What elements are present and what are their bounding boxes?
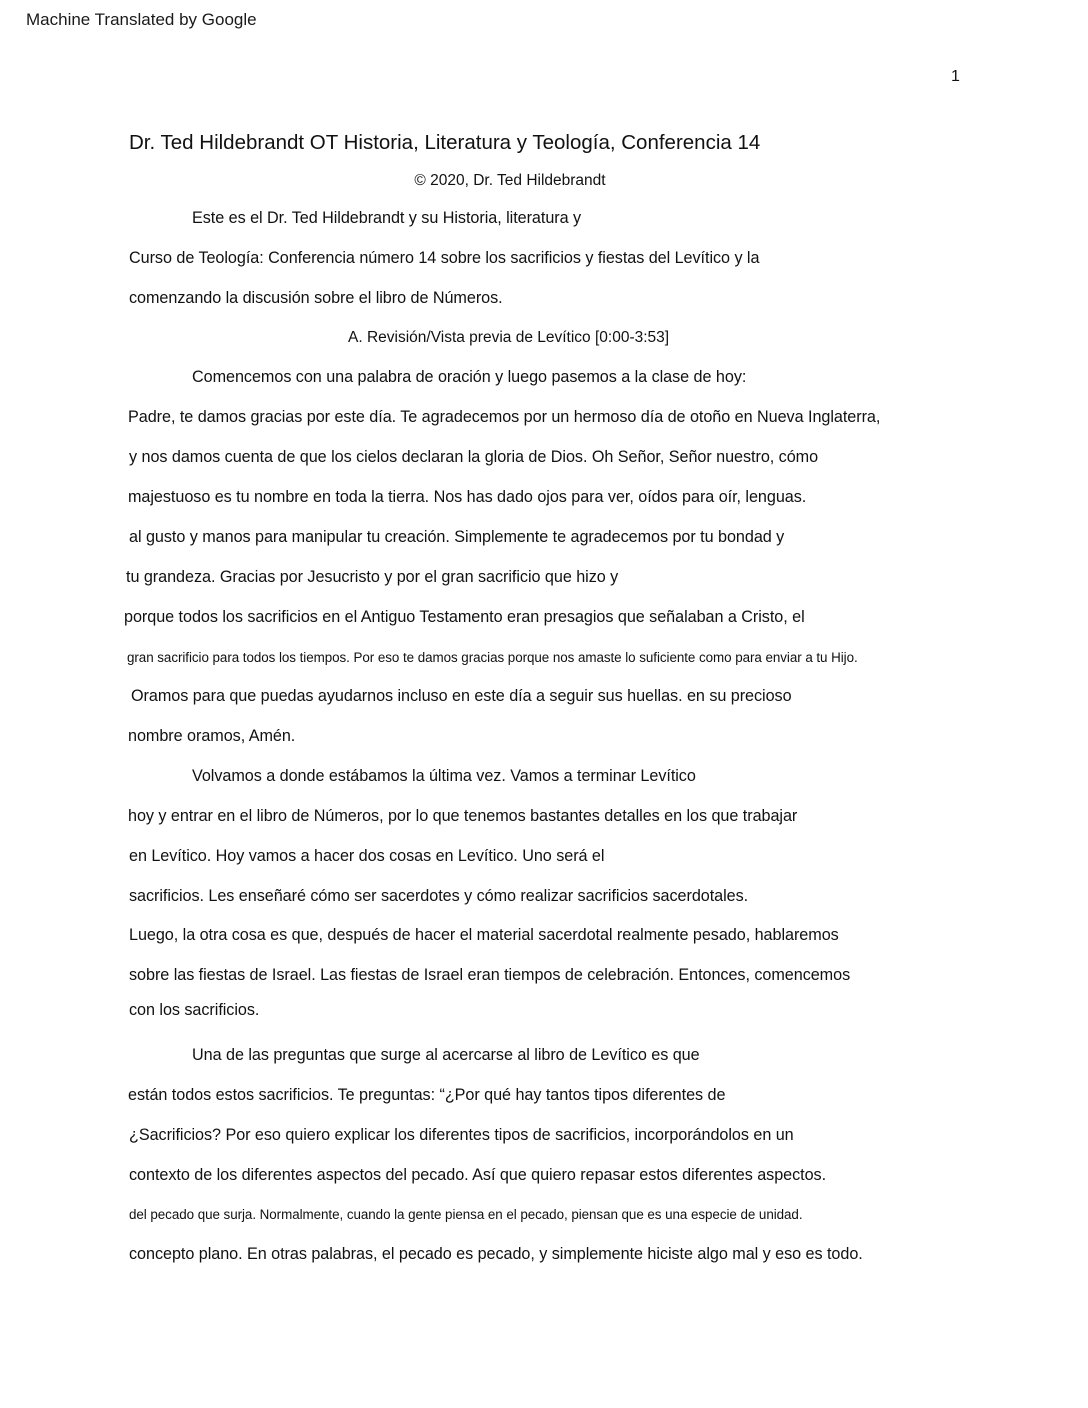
text-line: Este es el Dr. Ted Hildebrandt y su Historia, literatura y [192,209,582,227]
document-title: Dr. Ted Hildebrandt OT Historia, Literatura y Teología, Conferencia 14 [129,131,761,154]
text-line: al gusto y manos para manipular tu creación. Simplemente te agradecemos por tu bondad y [129,528,785,546]
text-line: y nos damos cuenta de que los cielos declaran la gloria de Dios. Oh Señor, Señor nuestro, cómo [129,448,819,466]
text-line: nombre oramos, Amén. [128,727,296,745]
text-line: con los sacrificios. [129,1001,260,1019]
text-line: sobre las fiestas de Israel. Las fiestas de Israel eran tiempos de celebración. Entonces, comencemos [129,966,851,984]
text-line: Una de las preguntas que surge al acercarse al libro de Levítico es que [192,1046,700,1064]
section-heading: A. Revisión/Vista previa de Levítico [0:00-3:53] [348,329,670,346]
copyright-line: © 2020, Dr. Ted Hildebrandt [414,172,606,189]
text-line: del pecado que surja. Normalmente, cuando la gente piensa en el pecado, piensan que es una especie de unidad. [129,1207,803,1222]
text-line: gran sacrificio para todos los tiempos. Por eso te damos gracias porque nos amaste lo suficiente como para enviar a tu Hijo. [127,650,858,665]
text-line: hoy y entrar en el libro de Números, por lo que tenemos bastantes detalles en los que trabajar [128,807,798,825]
translation-banner: Machine Translated by Google [26,10,257,29]
page-number: 1 [951,68,960,85]
text-line: concepto plano. En otras palabras, el pecado es pecado, y simplemente hiciste algo mal y eso es todo. [129,1245,863,1263]
text-line: Oramos para que puedas ayudarnos incluso en este día a seguir sus huellas. en su precioso [131,687,792,705]
text-line: en Levítico. Hoy vamos a hacer dos cosas en Levítico. Uno será el [129,847,605,865]
text-line: contexto de los diferentes aspectos del pecado. Así que quiero repasar estos diferentes aspectos. [129,1166,827,1184]
text-line: majestuoso es tu nombre en toda la tierra. Nos has dado ojos para ver, oídos para oír, lenguas. [128,488,807,506]
text-line: Volvamos a donde estábamos la última vez. Vamos a terminar Levítico [192,767,696,785]
text-line: ¿Sacrificios? Por eso quiero explicar los diferentes tipos de sacrificios, incorporándolos en un [129,1126,794,1144]
text-line: tu grandeza. Gracias por Jesucristo y por el gran sacrificio que hizo y [126,568,619,586]
text-line: comenzando la discusión sobre el libro de Números. [129,289,503,307]
text-line: están todos estos sacrificios. Te preguntas: “¿Por qué hay tantos tipos diferentes de [128,1086,726,1104]
text-line: Comencemos con una palabra de oración y luego pasemos a la clase de hoy: [192,368,747,386]
text-line: Curso de Teología: Conferencia número 14 sobre los sacrificios y fiestas del Levítico y la [129,249,760,267]
text-line: Padre, te damos gracias por este día. Te agradecemos por un hermoso día de otoño en Nueva Inglaterra, [128,408,881,426]
text-line: Luego, la otra cosa es que, después de hacer el material sacerdotal realmente pesado, hablaremos [129,926,839,944]
text-line: sacrificios. Les enseñaré cómo ser sacerdotes y cómo realizar sacrificios sacerdotales. [129,887,749,905]
text-line: porque todos los sacrificios en el Antiguo Testamento eran presagios que señalaban a Cristo, el [124,608,805,626]
